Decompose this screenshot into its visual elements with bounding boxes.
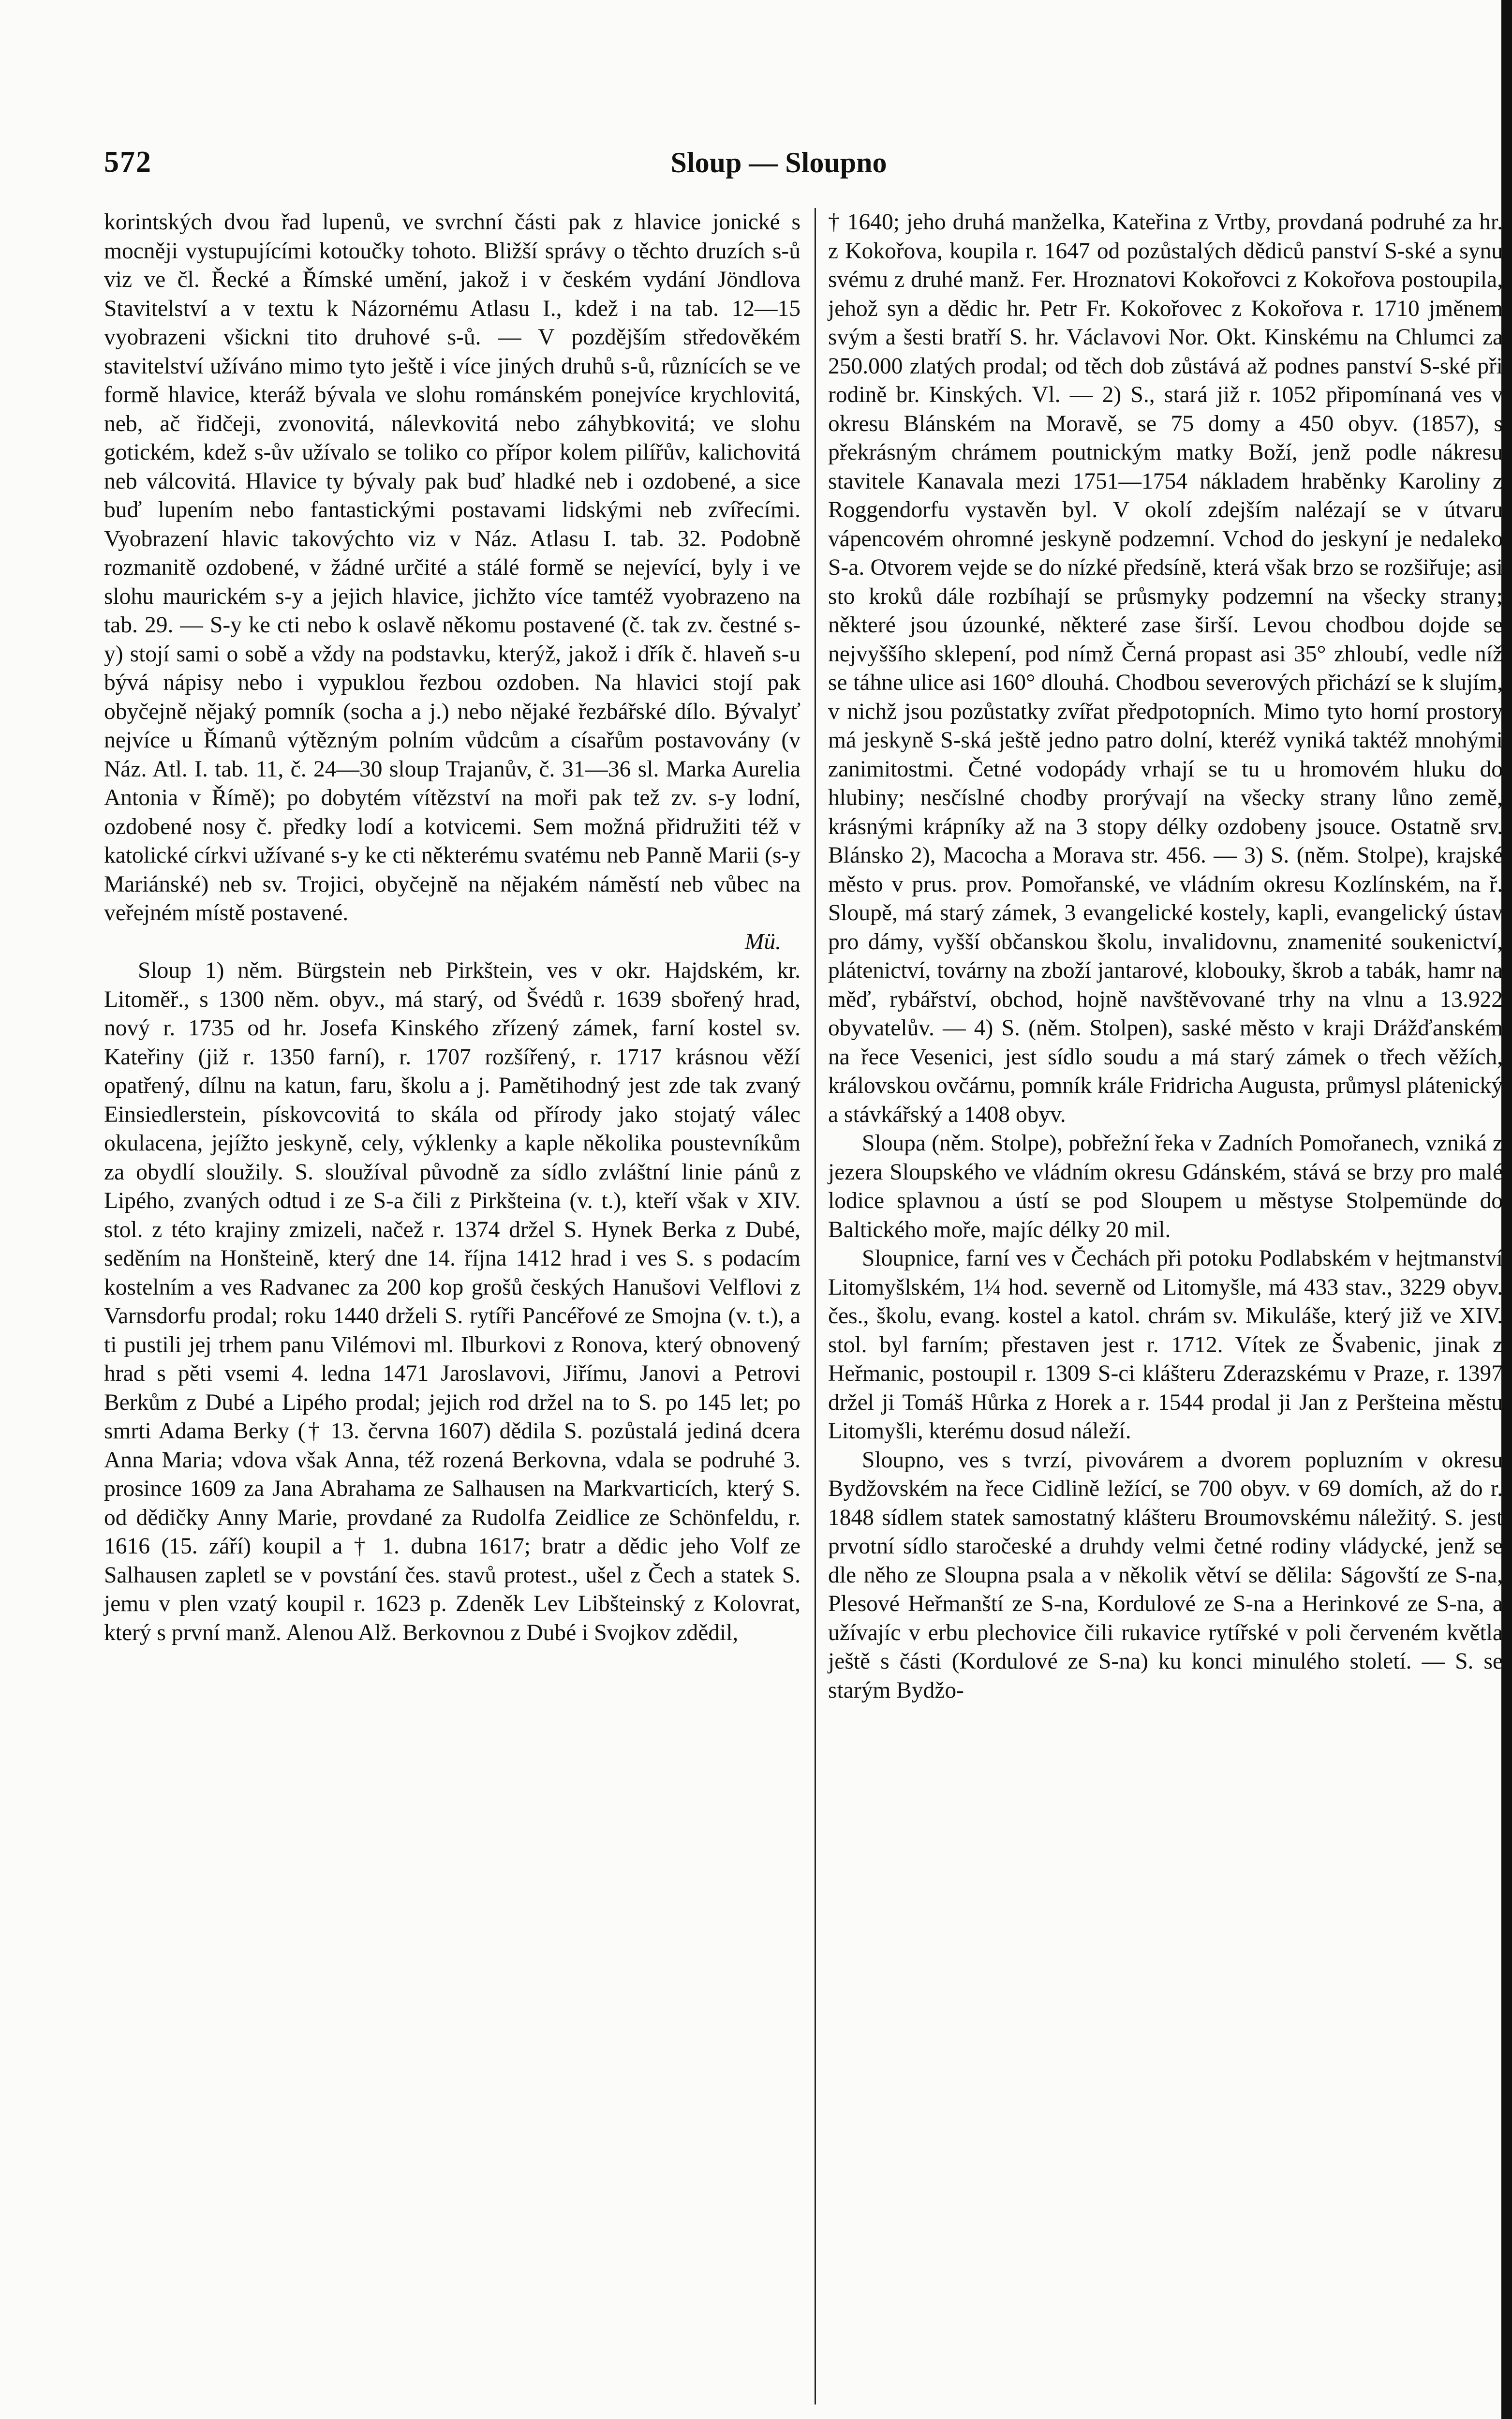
entry-sloupa: Sloupa (něm. Stolpe), pobřežní řeka v Zadních Pomořanech, vzniká z jezera Sloupského ve vládním okresu Gdánském, stává se brzy pro malé lodice splavnou a ústí se pod Sloupem u městyse Stolpemünde do Baltického moře, majíc délky 20 mil. xyxy=(828,1131,1503,1242)
column-divider xyxy=(815,208,816,2404)
left-column xyxy=(104,208,800,1647)
entry-sloupnice: Sloupnice, farní ves v Čechách při potoku Podlabském v hejtmanství Litomyšlském, 1¼ hod. severně od Litomyšle, má 433 stav., 3229 obyv. čes., školu, evang. kostel a katol. chrám sv. Mikuláše, který již ve XIV. stol. byl farním; přestaven jest r. 1712. Vítek ze Švabenic, jinak z Heřmanic, postoupil r. 1309 S-ci klášteru Zderazskému v Praze, r. 1397 držel ji Tomáš Hůrka z Horek a r. 1544 prodal ji Jan z Peršteina městu Litomyšli, kterému dosud náleží. xyxy=(828,1246,1503,1444)
entry-sloupno: Sloupno, ves s tvrzí, pivovárem a dvorem popluzním v okresu Bydžovském na řece Cidlině ležící, se 700 obyv. v 69 domích, až do r. 1848 sídlem statek samostatný klášteru Broumovskému náležitý. S. jest prvotní sídlo staročeské a druhdy velmi četné rodiny vládycké, jenž se dle něho ze Sloupna psala a v několik větví se dělila: Ságovští ze S-na, Plesové Heřmanští ze S-na, Kordulové ze S-na a Herinkové ze S-na, a užívajíc v erbu plechovice čili rukavice rytířské v poli červeném květla ještě s části (Kordulové ze S-na) ku konci minulého století. — S. se starým Bydžo- xyxy=(828,1447,1503,1703)
body-paragraph: † 1640; jeho druhá manželka, Kateřina z Vrtby, provdaná podruhé za hr. z Kokořova, koupila r. 1647 od pozůstalých dědiců panství S-ské a synu svému z druhé manž. Fer. Hroznatovi Kokořovci z Kokořova postoupila, jehož syn a dědic hr. Petr Fr. Kokořovec z Kokořova r. 1710 jměnem svým a šesti bratří S. hr. Václavovi Nor. Okt. Kinskému na Chlumci za 250.000 zlatých prodal; od těch dob zůstává až podnes panství S-ské při rodině br. Kinských. Vl. — 2) S., stará již r. 1052 připomínaná ves v okresu Blánském na Moravě, se 75 domy a 450 obyv. (1857), s překrásným chrámem poutnickým matky Boží, jenž podle nákresu stavitele Kanavala mezi 1751—1754 nákladem hraběnky Karoliny z Roggendorfu vystavěn byl. V okolí zdejším nalézají se v útvaru vápencovém ohromné jeskyně podzemní. Vchod do jeskyní je nedaleko S-a. Otvorem vejde se do nízké předsíně, která však brzo se rozšiřuje; asi sto kroků dále rozbíhají se průsmyky podzemní na všecky strany; některé jsou úzounké, některé zase širší. Levou chodbou dojde se nejvyššího sklepení, pod nímž Černá propast asi 35° zhloubí, vedle níž se táhne ulice asi 160° dlouhá. Chodbou severových přichází se k slujím, v nichž jsou pozůstatky zvířat předpotopních. Mimo tyto horní prostory má jeskyně S-ská ještě jedno patro dolní, kteréž vyniká taktéž mnohými zanimitostmi. Četné vodopády vrhají se tu u hromovém hluku do hlubiny; nesčíslné chodby prorývají na všecky strany lůno země, krásnými krápníky až na 3 stopy délky ozdobeny jsouce. Ostatně srv. Blánsko 2), Macocha a Morava str. 456. — 3) S. (něm. Stolpe), krajské město v prus. prov. Pomořanské, ve vládním okresu Kozlínském, na ř. Sloupě, má starý zámek, 3 evangelické kostely, kapli, evangelický ústav pro dámy, vyšší občanskou školu, invalidovnu, znamenité soukenictví, plátenictví, továrny na zboží jantarové, klobouky, škrob a tabák, hamr na měď, rybářství, obchod, hojně navštěvované trhy na vlnu a 13.922 obyvatelův. — 4) S. (něm. Stolpen), saské město v kraji Drážďanském na řece Vesenici, jest sídlo soudu a má starý zámek o třech věžích, královskou ovčárnu, pomník krále Fridricha Augusta, průmysl plátenický a stávkářský a 1408 obyv. xyxy=(828,209,1503,1127)
right-column xyxy=(828,208,1503,1705)
page-header xyxy=(104,145,1453,189)
running-head: Sloup — Sloupno xyxy=(670,147,887,179)
page-number: 572 xyxy=(104,146,152,179)
body-paragraph: korintských dvou řad lupenů, ve svrchní části pak z hlavice jonické s mocněji vystupujícími kotoučky tohoto. Bližší správy o těchto druzích s-ů viz ve čl. Řecké a Římské umění, jakož i v českém vydání Jöndlova Stavitelství a v textu k Názornému Atlasu I., kdež i na tab. 12—15 vyobrazeni všickni tito druhové s-ů. — V pozdějším středověkém stavitelství užíváno mimo tyto ještě i více jiných druhů s-ů, různících se ve formě hlavice, kteráž bývala ve slohu románském ponejvíce krychlovitá, neb, ač řidčeji, zvonovitá, nálevkovitá nebo záhybkovitá; ve slohu gotickém, kdež s-ův užívalo se toliko co přípor kolem pilířův, kalichovitá neb válcovitá. Hlavice ty bývaly pak buď hladké neb i ozdobené, a sice buď lupením nebo fantastickými postavami lidskými neb zvířecími. Vyobrazení hlavic takovýchto viz v Náz. Atlasu I. tab. 32. Podobně rozmanitě ozdobené, v žádné určité a stálé formě se nejevící, byly i ve slohu maurickém s-y a jejich hlavice, jichžto více tamtéž vyobrazeno na tab. 29. — S-y ke cti nebo k oslavě někomu postavené (č. tak zv. čestné s-y) stojí sami o sobě a vždy na podstavku, kterýž, jakož i dřík č. hlaveň s-u bývá nápisy nebo i vypuklou řezbou ozdoben. Na hlavici stojí pak obyčejně nějaký pomník (socha a j.) nebo nějaké řezbářské dílo. Bývalyť nejvíce u Římanů výtězným polním vůdcům a císařům postavovány (v Náz. Atl. I. tab. 11, č. 24—30 sloup Trajanův, č. 31—36 sl. Marka Aurelia Antonia v Římě); po dobytém vítězství na moři pak tež zv. s-y lodní, ozdobené nosy č. předky lodí a kotvicemi. Sem možná přidružiti též v katolické církvi užívané s-y ke cti některému svatému neb Panně Marii (s-y Mariánské) neb sv. Trojici, obyčejně na nějakém náměstí neb vůbec na veřejném místě postavené. xyxy=(104,209,800,926)
entry-sloup: Sloup 1) něm. Bürgstein neb Pirkštein, ves v okr. Hajdském, kr. Litoměř., s 1300 něm. obyv., má starý, od Švédů r. 1639 sbořený hrad, nový r. 1735 od hr. Josefa Kinského zřízený zámek, farní kostel sv. Kateřiny (již r. 1350 farní), r. 1707 rozšířený, r. 1717 krásnou věží opatřený, dílnu na katun, faru, školu a j. Pamětihodný jest zde tak zvaný Einsiedlerstein, pískovcovitá to skála od přírody jako stojatý válec okulacena, jejížto jeskyně, cely, výklenky a kaple několika poustevníkům za obydlí sloužily. S. sloužíval původně za sídlo zvláštní linie pánů z Lipého, zvaných odtud i ze S-a čili z Pirkšteina (v. t.), kteří však v XIV. stol. z této krajiny zmizeli, načež r. 1374 držel S. Hynek Berka z Dubé, seděním na Honšteině, který dne 14. října 1412 hrad i ves S. s podacím kostelním a ves Radvanec za 200 kop grošů českých Hanušovi Velflovi z Varnsdorfu prodal; roku 1440 drželi S. rytíři Pancéřové ze Smojna (v. t.), a ti pustili jej trhem panu Vilémovi ml. Ilburkovi z Ronova, který obnovený hrad s pěti vsemi 4. ledna 1471 Jaroslavovi, Jiřímu, Janovi a Petrovi Berkům z Dubé a Lipého prodal; jejich rod držel na to S. po 145 let; po smrti Adama Berky († 13. června 1607) dědila S. pozůstalá jediná dcera Anna Maria; vdova však Anna, též rozená Berkovna, vdala se podruhé 3. prosince 1609 za Jana Abrahama ze Salhausen na Markvarticích, který S. od dědičky Anny Marie, provdané za Rudolfa Zeidlice ze Schönfeldu, r. 1616 (15. září) koupil a † 1. dubna 1617; bratr a dědic jeho Volf ze Salhausen zapletl se v povstání čes. stavů protest., ušel z Čech a statek S. jemu v plen vzatý koupil r. 1623 p. Zdeněk Lev Libšteinský z Kolovrat, který s první manž. Alenou Alž. Berkovnou z Dubé i Svojkov zdědil, xyxy=(104,958,800,1645)
author-signature: Mü. xyxy=(744,929,781,955)
page-edge-shadow xyxy=(1501,0,1512,2419)
